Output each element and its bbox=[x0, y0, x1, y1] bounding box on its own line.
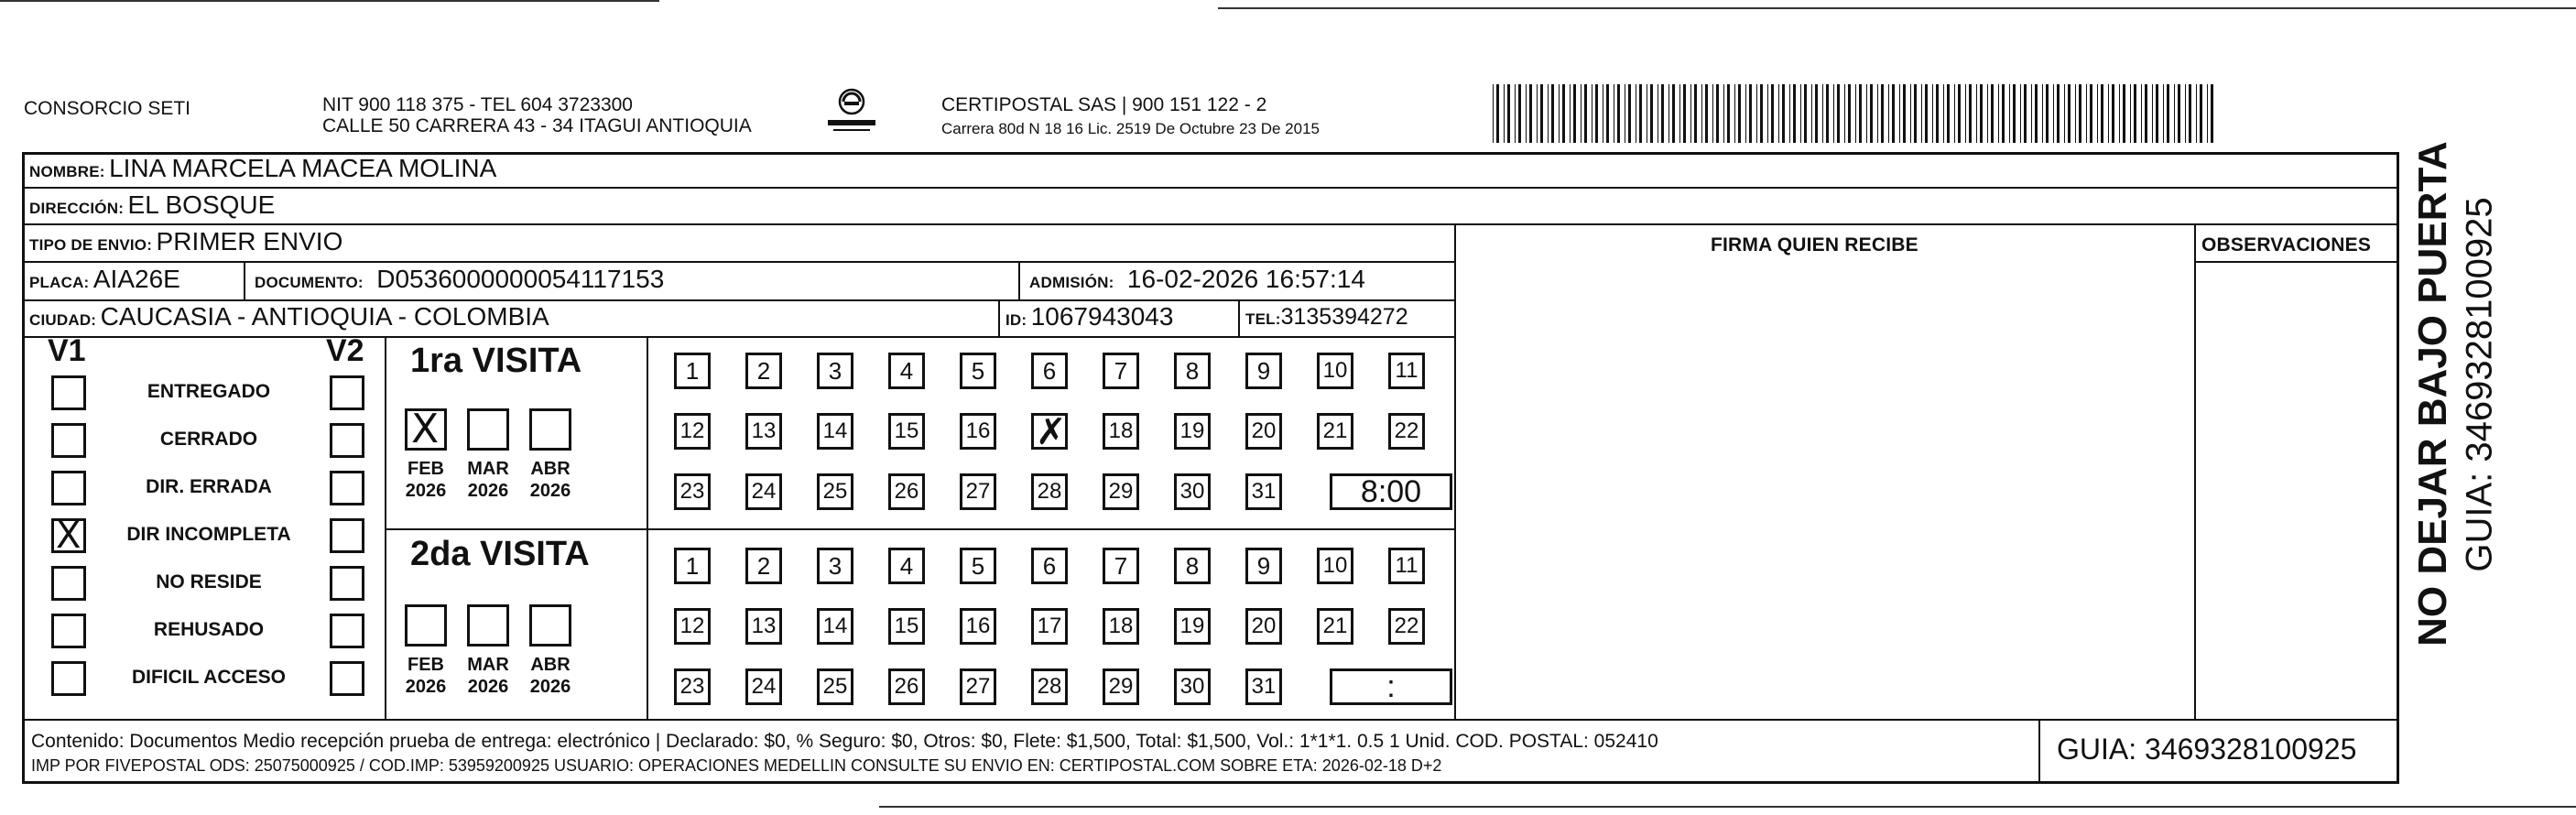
top-rule-right bbox=[1218, 7, 2576, 9]
barcode-bar bbox=[1822, 84, 1823, 143]
bottom-rule bbox=[879, 806, 2576, 808]
day-box[interactable]: 2 bbox=[745, 353, 782, 389]
footer-line bbox=[22, 719, 2399, 721]
barcode-bar bbox=[1570, 84, 1571, 143]
barcode-bar bbox=[2035, 84, 2038, 143]
tipo-label: TIPO DE ENVIO: bbox=[29, 236, 153, 254]
barcode-bar bbox=[1870, 84, 1873, 143]
day-box[interactable]: 7 bbox=[1103, 548, 1139, 584]
barcode-bar bbox=[1683, 84, 1686, 143]
day-box[interactable]: 20 bbox=[1245, 413, 1282, 450]
ciudad-label: CIUDAD: bbox=[29, 311, 97, 329]
company-name: CONSORCIO SETI bbox=[24, 98, 191, 119]
day-box[interactable] bbox=[1031, 411, 1068, 453]
barcode-bar bbox=[2042, 84, 2043, 143]
obs-left-border bbox=[2194, 223, 2196, 719]
id-divider bbox=[998, 299, 1000, 336]
no-dejar-bajo-puerta: NO DEJAR BAJO PUERTA bbox=[2410, 141, 2455, 647]
barcode-bar bbox=[1778, 84, 1779, 143]
barcode-bar bbox=[1848, 84, 1851, 143]
barcode-bar bbox=[2068, 84, 2071, 143]
barcode-bar bbox=[1789, 84, 1790, 143]
admision-value: 16-02-2026 16:57:14 bbox=[1126, 265, 1365, 293]
barcode-bar bbox=[1980, 84, 1983, 143]
barcode-bar bbox=[2046, 84, 2049, 143]
tipo-row bbox=[29, 227, 342, 256]
day-box[interactable]: 16 bbox=[960, 413, 996, 450]
day-box[interactable]: 13 bbox=[745, 413, 782, 450]
direccion-value: EL BOSQUE bbox=[127, 190, 276, 219]
barcode-bar bbox=[1771, 84, 1774, 143]
barcode-graphic bbox=[1493, 84, 2225, 143]
barcode-bar bbox=[1562, 84, 1565, 143]
logo-icon bbox=[826, 87, 877, 136]
barcode-bar bbox=[1756, 84, 1757, 143]
day-box[interactable]: 18 bbox=[1103, 413, 1139, 450]
barcode-bar bbox=[1837, 84, 1840, 143]
barcode-bar bbox=[1584, 84, 1587, 143]
barcode-bar bbox=[2163, 84, 2164, 143]
barcode-bar bbox=[2024, 84, 2027, 143]
day-box[interactable]: 12 bbox=[674, 413, 711, 450]
day-box[interactable]: 19 bbox=[1174, 608, 1211, 645]
row-line-2 bbox=[22, 223, 2399, 225]
day-box[interactable]: 27 bbox=[960, 668, 996, 705]
barcode-bar bbox=[2141, 84, 2142, 143]
day-box[interactable]: 28 bbox=[1031, 473, 1068, 510]
day-box[interactable]: 14 bbox=[817, 413, 853, 450]
barcode-bar bbox=[2079, 84, 2081, 143]
documento-value: D0536000000054117153 bbox=[376, 265, 665, 293]
day-box[interactable]: 27 bbox=[960, 473, 996, 510]
row-line-3b bbox=[2194, 261, 2399, 263]
month-label: ABR bbox=[530, 459, 571, 479]
month-label: FEB bbox=[408, 655, 444, 675]
v2-checkbox[interactable] bbox=[330, 471, 364, 505]
v1-checkbox[interactable] bbox=[51, 423, 86, 458]
day-box[interactable]: 20 bbox=[1245, 608, 1282, 645]
footer-guia: GUIA: 3469328100925 bbox=[2057, 733, 2357, 766]
barcode-bar bbox=[1694, 84, 1697, 143]
day-box[interactable]: 19 bbox=[1174, 413, 1211, 450]
barcode-bar bbox=[1881, 84, 1884, 143]
status-label: DIR INCOMPLETA bbox=[126, 524, 291, 545]
day-box[interactable]: 13 bbox=[745, 608, 782, 645]
day-box[interactable]: 29 bbox=[1103, 668, 1139, 705]
barcode-bar bbox=[1496, 84, 1499, 143]
day-box[interactable]: 10 bbox=[1317, 353, 1353, 389]
barcode-bar bbox=[2130, 84, 2131, 143]
day-box[interactable]: 12 bbox=[674, 608, 711, 645]
day-box[interactable]: 11 bbox=[1388, 548, 1425, 584]
barcode-bar bbox=[1998, 84, 1999, 143]
time-box[interactable]: : bbox=[1330, 668, 1452, 705]
day-box[interactable]: 4 bbox=[888, 353, 925, 389]
barcode-bar bbox=[2123, 84, 2125, 143]
certipostal-line: CERTIPOSTAL SAS | 900 151 122 - 2 bbox=[941, 94, 1267, 115]
tel-label: TEL: bbox=[1245, 310, 1281, 328]
month-year: 2026 bbox=[529, 677, 571, 697]
barcode-bar bbox=[1760, 84, 1763, 143]
barcode-bar bbox=[1701, 84, 1702, 143]
day-box[interactable]: 7 bbox=[1103, 353, 1139, 389]
imp-line: IMP POR FIVEPOSTAL ODS: 25075000925 / COD.IMP: 53959200925 USUARIO: OPERACIONES MEDELLIN CONSULTE SU ENVIO EN: CERTIPOSTAL.COM SOBRE ETA: 2026-02-18 D+2 bbox=[31, 756, 1442, 775]
day-box[interactable]: 5 bbox=[960, 353, 996, 389]
barcode-bar bbox=[2101, 84, 2103, 143]
placa-label: PLACA: bbox=[29, 274, 90, 291]
v2-checkbox[interactable] bbox=[330, 423, 364, 458]
time-box[interactable]: 8:00 bbox=[1330, 473, 1452, 510]
barcode-bar bbox=[1932, 84, 1933, 143]
day-box[interactable]: 26 bbox=[888, 668, 925, 705]
barcode-bar bbox=[1723, 84, 1724, 143]
barcode-bar bbox=[2178, 84, 2180, 143]
visit1-title: 1ra VISITA bbox=[410, 342, 582, 380]
month-label: MAR bbox=[467, 459, 509, 479]
barcode-bar bbox=[2064, 84, 2065, 143]
id-label: ID: bbox=[1005, 311, 1027, 329]
day-box[interactable]: 2 bbox=[745, 548, 782, 584]
day-box[interactable]: 28 bbox=[1031, 668, 1068, 705]
barcode-bar bbox=[1716, 84, 1719, 143]
day-box[interactable]: 10 bbox=[1317, 548, 1353, 584]
barcode-bar bbox=[1595, 84, 1598, 143]
day-box[interactable]: 22 bbox=[1388, 608, 1425, 645]
barcode-bar bbox=[2211, 84, 2213, 143]
month-year: 2026 bbox=[467, 481, 509, 501]
day-box[interactable]: 29 bbox=[1103, 473, 1139, 510]
status-label: REHUSADO bbox=[153, 619, 265, 640]
barcode-bar bbox=[1888, 84, 1889, 143]
v1-label: V1 bbox=[48, 333, 86, 368]
status-label: CERRADO bbox=[159, 429, 258, 450]
day-box[interactable]: 16 bbox=[960, 608, 996, 645]
nombre-row bbox=[29, 154, 496, 183]
month-label: FEB bbox=[408, 459, 444, 479]
month-year: 2026 bbox=[529, 481, 571, 501]
v2-checkbox[interactable] bbox=[330, 614, 364, 648]
barcode-bar bbox=[1515, 84, 1516, 143]
day-box[interactable]: 26 bbox=[888, 473, 925, 510]
barcode-bar bbox=[1844, 84, 1845, 143]
direccion-row bbox=[29, 190, 275, 220]
barcode-bar bbox=[2112, 84, 2114, 143]
day-box[interactable]: 25 bbox=[817, 668, 853, 705]
firma-left-border bbox=[1454, 223, 1456, 719]
day-box[interactable]: 9 bbox=[1245, 353, 1282, 389]
barcode-bar bbox=[1767, 84, 1768, 143]
status-label: DIFICIL ACCESO bbox=[131, 667, 286, 688]
day-box[interactable]: 24 bbox=[745, 668, 782, 705]
barcode-bar bbox=[2075, 84, 2076, 143]
day-box[interactable]: 3 bbox=[817, 548, 853, 584]
status-label: NO RESIDE bbox=[156, 571, 262, 592]
row-line-4 bbox=[22, 299, 1456, 301]
barcode-bar bbox=[1958, 84, 1961, 143]
barcode-bar bbox=[1734, 84, 1735, 143]
contenido-line: Contenido: Documentos Medio recepción prueba de entrega: electrónico | Declarado: $0, % Seguro: $0, Otros: $0, Flete: $1,500, Total: $1,500, Vol.: 1*1*1. 0.5 1 Unid. COD. POSTAL: 052410 bbox=[31, 731, 1658, 752]
tel-divider bbox=[1238, 299, 1240, 336]
month-checkbox[interactable] bbox=[467, 408, 509, 451]
status-label: ENTREGADO bbox=[147, 381, 271, 402]
nombre-value: LINA MARCELA MACEA MOLINA bbox=[109, 154, 497, 182]
barcode-bar bbox=[2152, 84, 2153, 143]
guia-footer-divider bbox=[2038, 719, 2040, 784]
v1-checkbox[interactable] bbox=[51, 566, 86, 601]
id-value: 1067943043 bbox=[1030, 302, 1174, 331]
v2-checkbox[interactable] bbox=[330, 661, 364, 696]
barcode-bar bbox=[2013, 84, 2016, 143]
barcode-bar bbox=[2090, 84, 2092, 143]
ciudad-row bbox=[29, 302, 549, 331]
barcode-bar bbox=[1976, 84, 1977, 143]
v2-label: V2 bbox=[326, 333, 364, 368]
placa-divider bbox=[244, 261, 245, 299]
v1-checkbox[interactable] bbox=[51, 471, 86, 505]
barcode-bar bbox=[1493, 84, 1494, 143]
barcode-bar bbox=[1679, 84, 1680, 143]
barcode-bar bbox=[1954, 84, 1955, 143]
barcode-bar bbox=[1628, 84, 1631, 143]
day-box[interactable]: 30 bbox=[1174, 668, 1211, 705]
v2-checkbox[interactable] bbox=[330, 518, 364, 553]
status-label: DIR. ERRADA bbox=[146, 476, 272, 497]
barcode-bar bbox=[1551, 84, 1554, 143]
v1-checkmark: X bbox=[56, 515, 82, 557]
barcode-bar bbox=[1866, 84, 1867, 143]
visit-divider bbox=[385, 528, 1456, 530]
day-box[interactable]: 23 bbox=[674, 473, 711, 510]
barcode-bar bbox=[2119, 84, 2120, 143]
license-line: Carrera 80d N 18 16 Lic. 2519 De Octubre 23 De 2015 bbox=[941, 120, 1320, 137]
barcode-bar bbox=[1661, 84, 1664, 143]
barcode-bar bbox=[1526, 84, 1527, 143]
barcode-bar bbox=[1855, 84, 1856, 143]
day-box[interactable]: 22 bbox=[1388, 413, 1425, 450]
side-guia: GUIA: 3469328100925 bbox=[2459, 197, 2500, 572]
barcode-bar bbox=[1529, 84, 1532, 143]
barcode-bar bbox=[1811, 84, 1812, 143]
barcode-bar bbox=[1650, 84, 1653, 143]
barcode-bar bbox=[2185, 84, 2186, 143]
placa-value: AIA26E bbox=[92, 265, 180, 293]
barcode-bar bbox=[1892, 84, 1895, 143]
barcode-bar bbox=[1727, 84, 1730, 143]
barcode-bar bbox=[1899, 84, 1900, 143]
v1-checkbox[interactable] bbox=[51, 375, 86, 410]
placa-row bbox=[29, 265, 180, 294]
address-line: CALLE 50 CARRERA 43 - 34 ITAGUI ANTIOQUIA bbox=[322, 115, 752, 136]
barcode-bar bbox=[1991, 84, 1994, 143]
barcode-bar bbox=[1793, 84, 1796, 143]
month-label: MAR bbox=[467, 655, 509, 675]
month-checkbox[interactable] bbox=[405, 604, 447, 647]
documento-label: DOCUMENTO: bbox=[255, 274, 364, 291]
barcode-bar bbox=[1617, 84, 1620, 143]
day-checkmark: ✗ bbox=[1036, 411, 1067, 453]
month-checkbox[interactable] bbox=[467, 604, 509, 647]
v2-checkbox[interactable] bbox=[330, 375, 364, 410]
day-box[interactable]: 21 bbox=[1317, 608, 1353, 645]
day-box[interactable]: 8 bbox=[1174, 548, 1211, 584]
v2-checkbox[interactable] bbox=[330, 566, 364, 601]
month-checkmark: X bbox=[411, 406, 440, 452]
barcode-bar bbox=[1559, 84, 1560, 143]
barcode-bar bbox=[1507, 84, 1510, 143]
month-year: 2026 bbox=[405, 677, 447, 697]
admision-label: ADMISIÓN: bbox=[1029, 274, 1114, 291]
barcode-bar bbox=[1826, 84, 1829, 143]
barcode-bar bbox=[2002, 84, 2005, 143]
barcode-bar bbox=[1573, 84, 1576, 143]
barcode-bar bbox=[2031, 84, 2032, 143]
barcode-bar bbox=[1672, 84, 1675, 143]
barcode-bar bbox=[2108, 84, 2109, 143]
day-box[interactable]: 9 bbox=[1245, 548, 1282, 584]
barcode-bar bbox=[2207, 84, 2208, 143]
ciudad-value: CAUCASIA - ANTIOQUIA - COLOMBIA bbox=[100, 302, 549, 331]
barcode-bar bbox=[1639, 84, 1642, 143]
barcode-bar bbox=[2086, 84, 2087, 143]
barcode-bar bbox=[1690, 84, 1691, 143]
barcode-bar bbox=[1965, 84, 1966, 143]
barcode-bar bbox=[1910, 84, 1911, 143]
day-box[interactable]: 30 bbox=[1174, 473, 1211, 510]
day-box[interactable]: 11 bbox=[1388, 353, 1425, 389]
barcode-bar bbox=[1833, 84, 1834, 143]
barcode-bar bbox=[1668, 84, 1669, 143]
month-checkbox[interactable] bbox=[529, 408, 571, 451]
day-box[interactable]: 3 bbox=[817, 353, 853, 389]
month-year: 2026 bbox=[467, 677, 509, 697]
barcode-bar bbox=[1877, 84, 1878, 143]
barcode-bar bbox=[1745, 84, 1746, 143]
barcode-bar bbox=[1815, 84, 1818, 143]
barcode-bar bbox=[1969, 84, 1972, 143]
month-checkbox[interactable] bbox=[529, 604, 571, 647]
barcode-bar bbox=[1936, 84, 1939, 143]
nombre-label: NOMBRE: bbox=[29, 163, 105, 180]
barcode-bar bbox=[1925, 84, 1928, 143]
day-box[interactable]: 6 bbox=[1031, 353, 1068, 389]
admision-divider bbox=[1018, 261, 1020, 299]
day-box[interactable]: 5 bbox=[960, 548, 996, 584]
barcode bbox=[1493, 84, 2225, 143]
barcode-bar bbox=[1921, 84, 1922, 143]
barcode-bar bbox=[1943, 84, 1944, 143]
barcode-bar bbox=[1537, 84, 1538, 143]
barcode-bar bbox=[1749, 84, 1752, 143]
visit2-title: 2da VISITA bbox=[410, 535, 590, 573]
day-box[interactable]: 23 bbox=[674, 668, 711, 705]
day-box[interactable]: 21 bbox=[1317, 413, 1353, 450]
barcode-bar bbox=[2053, 84, 2054, 143]
tipo-value: PRIMER ENVIO bbox=[156, 227, 343, 255]
barcode-bar bbox=[1712, 84, 1713, 143]
month-checkbox[interactable] bbox=[405, 408, 447, 451]
certipostal-logo bbox=[826, 87, 877, 136]
day-box[interactable]: 8 bbox=[1174, 353, 1211, 389]
barcode-bar bbox=[2134, 84, 2136, 143]
barcode-bar bbox=[1987, 84, 1988, 143]
barcode-bar bbox=[1705, 84, 1708, 143]
barcode-bar bbox=[2196, 84, 2197, 143]
day-box[interactable]: 31 bbox=[1245, 668, 1282, 705]
status-divider bbox=[385, 336, 386, 719]
day-box[interactable]: 6 bbox=[1031, 548, 1068, 584]
barcode-bar bbox=[1800, 84, 1801, 143]
day-box[interactable]: 15 bbox=[888, 413, 925, 450]
barcode-bar bbox=[1504, 84, 1505, 143]
observaciones-header: OBSERVACIONES bbox=[2201, 234, 2372, 255]
v1-checkbox[interactable] bbox=[51, 661, 86, 696]
day-box[interactable]: 31 bbox=[1245, 473, 1282, 510]
day-box[interactable]: 24 bbox=[745, 473, 782, 510]
barcode-bar bbox=[1548, 84, 1549, 143]
day-box[interactable]: 15 bbox=[888, 608, 925, 645]
barcode-bar bbox=[1606, 84, 1609, 143]
barcode-bar bbox=[1518, 84, 1521, 143]
barcode-bar bbox=[1540, 84, 1543, 143]
row-line-3 bbox=[22, 261, 1456, 263]
barcode-bar bbox=[1738, 84, 1741, 143]
day-box[interactable]: 4 bbox=[888, 548, 925, 584]
barcode-bar bbox=[2156, 84, 2158, 143]
documento-row bbox=[255, 265, 664, 294]
barcode-bar bbox=[2200, 84, 2202, 143]
form-box bbox=[22, 152, 2399, 784]
admision-row bbox=[1029, 265, 1365, 294]
months-divider bbox=[647, 336, 648, 719]
barcode-bar bbox=[1903, 84, 1906, 143]
day-box[interactable]: 17 bbox=[1031, 608, 1068, 645]
barcode-bar bbox=[2189, 84, 2191, 143]
barcode-bar bbox=[1914, 84, 1917, 143]
barcode-bar bbox=[2174, 84, 2175, 143]
month-year: 2026 bbox=[405, 481, 447, 501]
barcode-bar bbox=[2097, 84, 2098, 143]
day-box[interactable]: 1 bbox=[674, 353, 711, 389]
barcode-bar bbox=[2167, 84, 2169, 143]
firma-header: FIRMA QUIEN RECIBE bbox=[1711, 234, 1918, 255]
barcode-bar bbox=[2009, 84, 2010, 143]
barcode-bar bbox=[1782, 84, 1785, 143]
month-label: ABR bbox=[530, 655, 571, 675]
nit-line: NIT 900 118 375 - TEL 604 3723300 bbox=[322, 94, 633, 115]
v1-checkbox[interactable] bbox=[51, 614, 86, 648]
day-box[interactable]: 1 bbox=[674, 548, 711, 584]
row-line-5 bbox=[22, 336, 1456, 338]
barcode-bar bbox=[2057, 84, 2060, 143]
v1-checkbox[interactable] bbox=[51, 515, 86, 557]
tel-row bbox=[1245, 304, 1408, 331]
row-line-1 bbox=[22, 187, 2399, 189]
barcode-bar bbox=[1859, 84, 1862, 143]
day-box[interactable]: 18 bbox=[1103, 608, 1139, 645]
day-box[interactable]: 25 bbox=[817, 473, 853, 510]
day-box[interactable]: 14 bbox=[817, 608, 853, 645]
id-row bbox=[1005, 302, 1173, 331]
barcode-bar bbox=[2020, 84, 2021, 143]
top-rule-left bbox=[0, 0, 659, 2]
tel-value: 3135394272 bbox=[1280, 304, 1408, 330]
barcode-bar bbox=[2145, 84, 2147, 143]
direccion-label: DIRECCIÓN: bbox=[29, 200, 125, 217]
barcode-bar bbox=[1804, 84, 1807, 143]
barcode-bar bbox=[1947, 84, 1950, 143]
